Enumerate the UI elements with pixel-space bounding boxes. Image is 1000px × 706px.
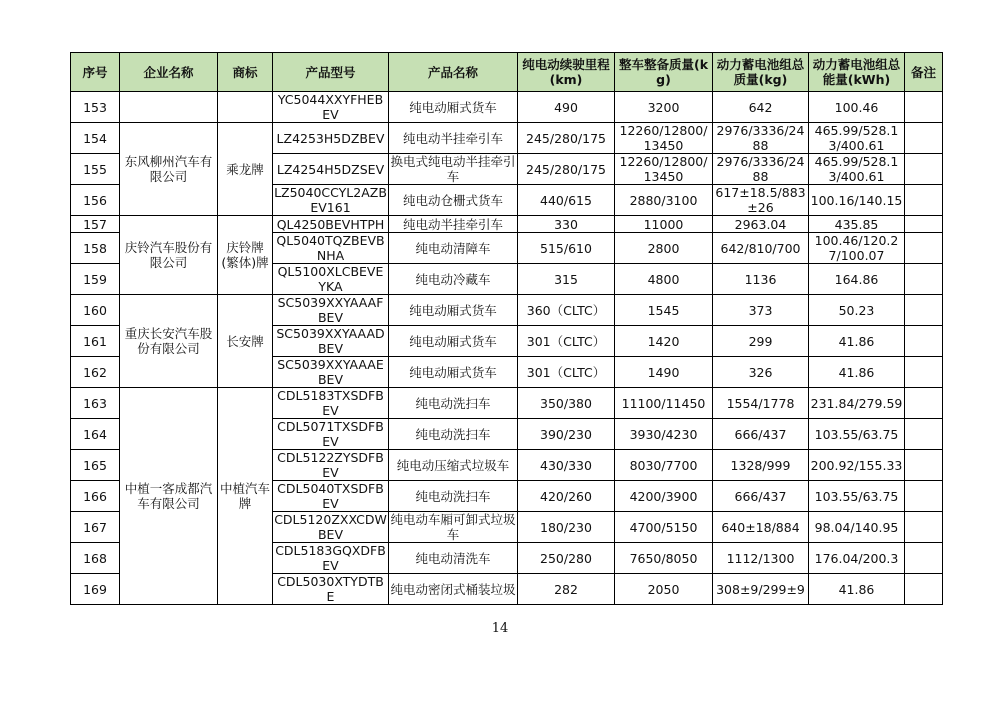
cell-battery-mass: 1554/1778: [713, 388, 809, 419]
cell-model: CDL5122ZYSDFBEV: [273, 450, 389, 481]
cell-seq: 162: [71, 357, 120, 388]
cell-battery-energy: 435.85: [809, 216, 905, 233]
cell-battery-energy: 465.99/528.13/400.61: [809, 123, 905, 154]
cell-model: QL5100XLCBEVEYKA: [273, 264, 389, 295]
cell-curb-mass: 3200: [615, 92, 713, 123]
cell-seq: 160: [71, 295, 120, 326]
cell-model: SC5039XXYAAAEBEV: [273, 357, 389, 388]
cell-model: CDL5040TXSDFBEV: [273, 481, 389, 512]
cell-curb-mass: 2050: [615, 574, 713, 605]
cell-curb-mass: 4700/5150: [615, 512, 713, 543]
cell-battery-mass: 666/437: [713, 481, 809, 512]
cell-battery-mass: 2976/3336/2488: [713, 123, 809, 154]
cell-battery-energy: 103.55/63.75: [809, 481, 905, 512]
cell-remarks: [905, 216, 943, 233]
header-model: 产品型号: [273, 53, 389, 92]
cell-battery-energy: 98.04/140.95: [809, 512, 905, 543]
cell-remarks: [905, 326, 943, 357]
cell-model: CDL5120ZXXCDWBEV: [274, 512, 387, 542]
cell-battery-mass: 642: [713, 92, 809, 123]
cell-range: 420/260: [518, 481, 615, 512]
cell-battery-mass: 640±18/884: [713, 512, 809, 543]
cell-model: YC5044XXYFHEBEV: [273, 92, 389, 123]
cell-curb-mass: 1420: [615, 326, 713, 357]
cell-battery-mass: 1112/1300: [713, 543, 809, 574]
cell-brand: 中植汽车牌: [218, 388, 273, 605]
cell-product-name: 纯电动半挂牵引车: [389, 123, 518, 154]
header-product-name: 产品名称: [389, 53, 518, 92]
table-row: [71, 216, 943, 233]
cell-curb-mass: 12260/12800/13450: [615, 123, 713, 154]
cell-remarks: [905, 295, 943, 326]
cell-range: 301（CLTC）: [518, 326, 615, 357]
cell-curb-mass: 8030/7700: [615, 450, 713, 481]
cell-range: 360（CLTC）: [518, 295, 615, 326]
cell-product-name: 换电式纯电动半挂牵引车: [390, 154, 516, 184]
cell-model: CDL5071TXSDFBEV: [273, 419, 389, 450]
cell-model: CDL5030XTYDTBE: [273, 574, 389, 605]
cell-battery-energy: 41.86: [809, 574, 905, 605]
cell-brand: 庆铃牌(繁体)牌: [218, 216, 273, 295]
cell-remarks: [905, 154, 943, 185]
cell-battery-mass: 1136: [713, 264, 809, 295]
table-row: [71, 388, 943, 419]
cell-product-name: 纯电动压缩式垃圾车: [389, 450, 518, 481]
cell-curb-mass: 11100/11450: [615, 388, 713, 419]
cell-seq: 156: [71, 185, 120, 216]
header-range: 纯电动续驶里程(km): [518, 53, 615, 92]
header-remarks: 备注: [905, 53, 943, 92]
cell-product-name: 纯电动清洗车: [389, 543, 518, 574]
cell-curb-mass: 3930/4230: [615, 419, 713, 450]
cell-seq: 169: [71, 574, 120, 605]
cell-remarks: [905, 233, 943, 264]
header-curb-mass: 整车整备质量(kg): [615, 53, 713, 92]
header-brand: 商标: [218, 53, 273, 92]
cell-seq: 167: [71, 512, 120, 543]
cell-battery-energy: 164.86: [809, 264, 905, 295]
cell-battery-energy: 100.16/140.15: [809, 185, 905, 216]
cell-battery-energy: 100.46: [809, 92, 905, 123]
cell-curb-mass: 2880/3100: [615, 185, 713, 216]
cell-model: QL5040TQZBEVBNHA: [273, 233, 389, 264]
cell-remarks: [905, 92, 943, 123]
cell-battery-mass: 373: [713, 295, 809, 326]
cell-model: SC5039XXYAAADBEV: [273, 326, 389, 357]
vehicle-catalog-table: [70, 52, 943, 605]
cell-brand: [218, 92, 273, 123]
cell-remarks: [905, 264, 943, 295]
cell-range: 430/330: [518, 450, 615, 481]
cell-model: SC5039XXYAAAFBEV: [273, 295, 389, 326]
cell-curb-mass: 1490: [615, 357, 713, 388]
cell-company: [120, 92, 218, 123]
cell-battery-energy: 176.04/200.3: [809, 543, 905, 574]
cell-seq: 159: [71, 264, 120, 295]
cell-battery-mass: 617±18.5/883±26: [713, 185, 809, 216]
header-battery-energy: 动力蓄电池组总能量(kWh): [809, 53, 905, 92]
cell-battery-mass: 1328/999: [713, 450, 809, 481]
cell-brand: 乘龙牌: [218, 123, 273, 216]
table-row: [71, 123, 943, 154]
cell-product-name: 纯电动清障车: [389, 233, 518, 264]
cell-battery-mass: 642/810/700: [713, 233, 809, 264]
cell-product-name: 纯电动仓栅式货车: [389, 185, 518, 216]
cell-brand: 长安牌: [218, 295, 273, 388]
cell-product-name: 纯电动半挂牵引车: [389, 216, 518, 233]
cell-remarks: [905, 543, 943, 574]
cell-remarks: [905, 357, 943, 388]
cell-remarks: [905, 574, 943, 605]
cell-battery-energy: 50.23: [809, 295, 905, 326]
cell-product-name: 纯电动密闭式桶装垃圾: [389, 574, 518, 605]
cell-seq: 161: [71, 326, 120, 357]
cell-product-name: 纯电动厢式货车: [389, 326, 518, 357]
cell-range: 245/280/175: [518, 123, 615, 154]
cell-remarks: [905, 450, 943, 481]
cell-battery-mass: 299: [713, 326, 809, 357]
cell-battery-mass: 308±9/299±9: [713, 574, 809, 605]
header-company: 企业名称: [120, 53, 218, 92]
cell-range: 515/610: [518, 233, 615, 264]
cell-model: LZ4254H5DZSEV: [273, 154, 389, 185]
cell-seq: 157: [71, 216, 120, 233]
cell-range: 282: [518, 574, 615, 605]
cell-product-name: 纯电动冷藏车: [389, 264, 518, 295]
cell-remarks: [905, 185, 943, 216]
cell-model: CDL5183GQXDFBEV: [273, 543, 389, 574]
cell-remarks: [905, 123, 943, 154]
cell-curb-mass: 4200/3900: [615, 481, 713, 512]
cell-range: 180/230: [518, 512, 615, 543]
cell-product-name: 纯电动车厢可卸式垃圾车: [390, 512, 516, 542]
cell-company: 中植一客成都汽车有限公司: [120, 388, 218, 605]
cell-curb-mass: 12260/12800/13450: [615, 154, 713, 185]
table-row: [71, 295, 943, 326]
cell-product-name: 纯电动厢式货车: [389, 295, 518, 326]
cell-range: 301（CLTC）: [518, 357, 615, 388]
cell-range: 250/280: [518, 543, 615, 574]
cell-curb-mass: 7650/8050: [615, 543, 713, 574]
cell-curb-mass: 4800: [615, 264, 713, 295]
cell-battery-mass: 666/437: [713, 419, 809, 450]
cell-company: 重庆长安汽车股份有限公司: [120, 295, 218, 388]
cell-battery-energy: 200.92/155.33: [809, 450, 905, 481]
cell-curb-mass: 11000: [615, 216, 713, 233]
cell-model: LZ5040CCYL2AZBEV161: [274, 185, 387, 215]
cell-seq: 153: [71, 92, 120, 123]
cell-remarks: [905, 388, 943, 419]
cell-product-name: 纯电动洗扫车: [389, 481, 518, 512]
cell-product-name: 纯电动厢式货车: [389, 357, 518, 388]
cell-remarks: [905, 512, 943, 543]
cell-company: 庆铃汽车股份有限公司: [120, 216, 218, 295]
cell-product-name: 纯电动厢式货车: [389, 92, 518, 123]
cell-range: 350/380: [518, 388, 615, 419]
header-seq: 序号: [71, 53, 120, 92]
cell-battery-energy: 41.86: [809, 326, 905, 357]
header-battery-mass: 动力蓄电池组总质量(kg): [713, 53, 809, 92]
cell-seq: 154: [71, 123, 120, 154]
cell-company: 东风柳州汽车有限公司: [120, 123, 218, 216]
cell-range: 245/280/175: [518, 154, 615, 185]
cell-curb-mass: 1545: [615, 295, 713, 326]
cell-range: 440/615: [518, 185, 615, 216]
cell-battery-energy: 103.55/63.75: [809, 419, 905, 450]
cell-battery-mass: 2976/3336/2488: [713, 154, 809, 185]
cell-product-name: 纯电动洗扫车: [389, 388, 518, 419]
cell-seq: 165: [71, 450, 120, 481]
table-row: [71, 92, 943, 123]
cell-battery-energy: 231.84/279.59: [809, 388, 905, 419]
cell-seq: 158: [71, 233, 120, 264]
cell-product-name: 纯电动洗扫车: [389, 419, 518, 450]
cell-battery-mass: 326: [713, 357, 809, 388]
cell-model: QL4250BEVHTPH: [273, 216, 389, 233]
cell-battery-energy: 41.86: [809, 357, 905, 388]
cell-range: 390/230: [518, 419, 615, 450]
cell-seq: 163: [71, 388, 120, 419]
cell-model: CDL5183TXSDFBEV: [273, 388, 389, 419]
cell-seq: 155: [71, 154, 120, 185]
cell-curb-mass: 2800: [615, 233, 713, 264]
cell-battery-mass: 2963.04: [713, 216, 809, 233]
cell-range: 315: [518, 264, 615, 295]
cell-seq: 168: [71, 543, 120, 574]
cell-seq: 164: [71, 419, 120, 450]
page-number: 14: [491, 621, 509, 636]
table-header-row: [71, 53, 943, 92]
cell-battery-energy: 100.46/120.27/100.07: [809, 233, 905, 264]
cell-model: LZ4253H5DZBEV: [273, 123, 389, 154]
cell-battery-energy: 465.99/528.13/400.61: [809, 154, 905, 185]
cell-seq: 166: [71, 481, 120, 512]
cell-remarks: [905, 419, 943, 450]
cell-range: 490: [518, 92, 615, 123]
cell-remarks: [905, 481, 943, 512]
cell-range: 330: [518, 216, 615, 233]
